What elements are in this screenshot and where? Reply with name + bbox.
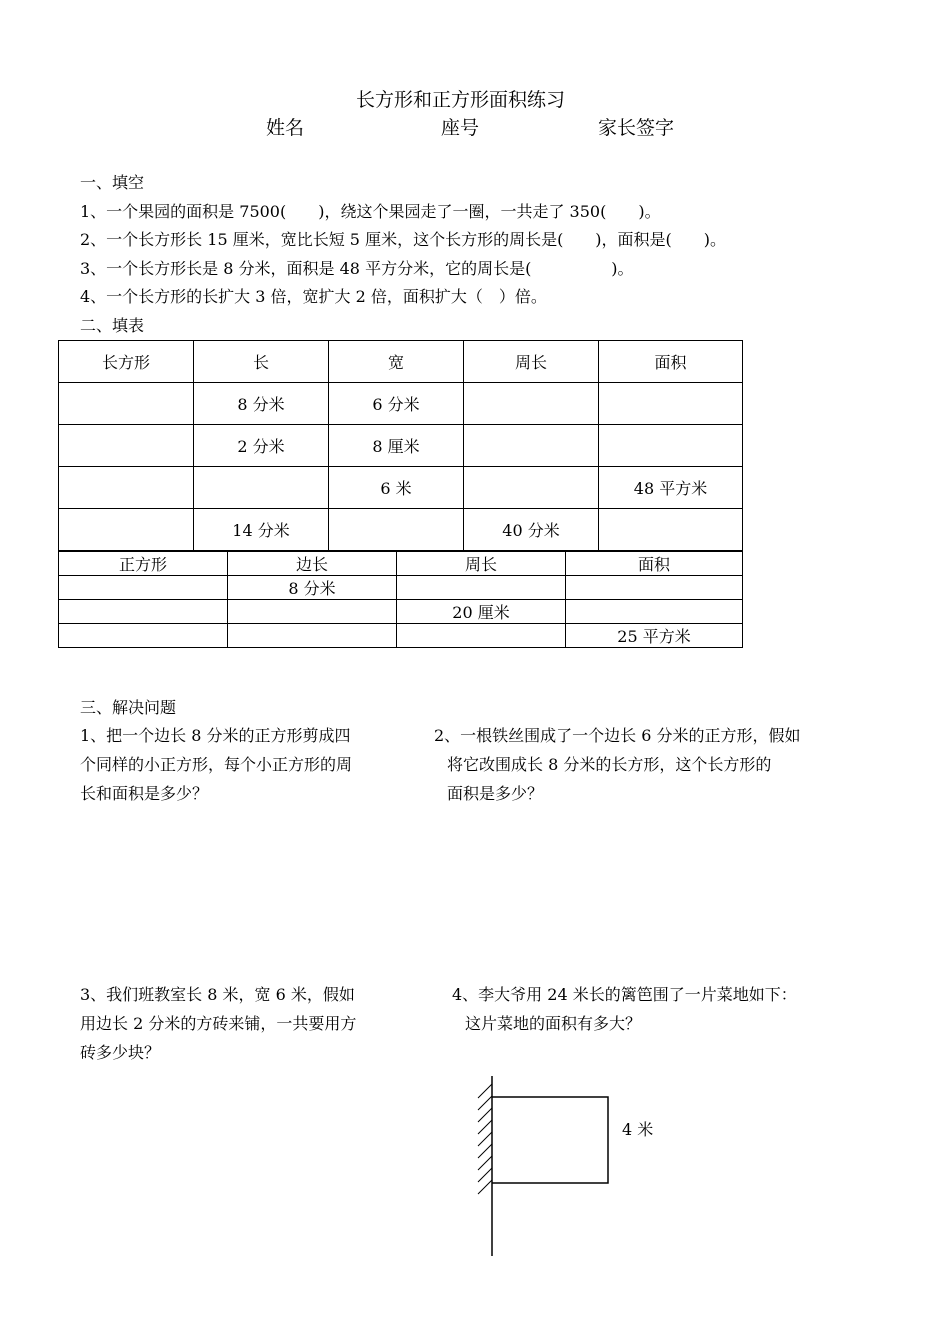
table-row	[59, 425, 743, 467]
problem-2-line-2: 将它改围成长 8 分米的长方形，这个长方形的	[447, 755, 772, 774]
table-header: 面积	[599, 341, 743, 383]
section2-heading: 二、填表	[80, 316, 145, 335]
table-row	[59, 467, 743, 509]
table-cell[interactable]	[59, 624, 228, 648]
table-cell[interactable]	[464, 467, 599, 509]
table-cell[interactable]	[329, 509, 464, 551]
fill-item-2: 2、一个长方形长 15 厘米，宽比长短 5 厘米，这个长方形的周长是( )，面积是( )。	[80, 230, 727, 249]
table-cell[interactable]: 20 厘米	[397, 600, 566, 624]
fill-item-1: 1、一个果园的面积是 7500( )，绕这个果园走了一圈，一共走了 350( )。	[80, 202, 661, 221]
table-cell[interactable]	[59, 467, 194, 509]
table-cell[interactable]: 14 分米	[194, 509, 329, 551]
table-header-row	[59, 552, 743, 576]
table-cell[interactable]	[59, 509, 194, 551]
garden-figure	[460, 1070, 700, 1270]
section1-heading: 一、填空	[80, 173, 145, 192]
table-cell[interactable]	[228, 600, 397, 624]
table-cell[interactable]: 40 分米	[464, 509, 599, 551]
problem-3-line-3: 砖多少块？	[80, 1043, 161, 1062]
problem-1-line-3: 长和面积是多少？	[80, 784, 209, 803]
table-cell[interactable]: 8 分米	[228, 576, 397, 600]
table-cell[interactable]	[566, 600, 743, 624]
table-cell[interactable]	[599, 425, 743, 467]
fill-item-4: 4、一个长方形的长扩大 3 倍，宽扩大 2 倍，面积扩大（ ）倍。	[80, 287, 547, 306]
wall-hatching	[478, 1084, 492, 1194]
table-row	[59, 600, 743, 624]
table-cell[interactable]	[194, 467, 329, 509]
table-cell[interactable]	[228, 624, 397, 648]
table-cell[interactable]	[566, 576, 743, 600]
table-row	[59, 624, 743, 648]
seat-label: 座号	[441, 117, 480, 139]
table-cell[interactable]: 6 米	[329, 467, 464, 509]
table-cell[interactable]	[599, 509, 743, 551]
parent-signature-label: 家长签字	[598, 117, 675, 139]
table-cell[interactable]	[59, 576, 228, 600]
table-cell[interactable]: 6 分米	[329, 383, 464, 425]
table-cell[interactable]	[464, 425, 599, 467]
problem-3-line-1: 3、我们班教室长 8 米，宽 6 米，假如	[80, 985, 355, 1004]
table-cell[interactable]	[397, 576, 566, 600]
table-header: 正方形	[59, 552, 228, 576]
table-cell[interactable]: 8 厘米	[329, 425, 464, 467]
table-header: 长方形	[59, 341, 194, 383]
table-header: 宽	[329, 341, 464, 383]
table-cell[interactable]	[59, 425, 194, 467]
table-cell[interactable]	[59, 600, 228, 624]
table-header: 边长	[228, 552, 397, 576]
problem-1-line-1: 1、把一个边长 8 分米的正方形剪成四	[80, 726, 351, 745]
table-header: 面积	[566, 552, 743, 576]
square-table	[58, 551, 743, 648]
table-cell[interactable]: 25 平方米	[566, 624, 743, 648]
problem-3-line-2: 用边长 2 分米的方砖来铺，一共要用方	[80, 1014, 357, 1033]
table-cell[interactable]: 8 分米	[194, 383, 329, 425]
problem-2-line-1: 2、一根铁丝围成了一个边长 6 分米的正方形，假如	[434, 726, 801, 745]
section3-heading: 三、解决问题	[80, 698, 177, 717]
plot-width-label: 4 米	[622, 1120, 654, 1139]
table-header: 周长	[464, 341, 599, 383]
table-row	[59, 576, 743, 600]
problem-1-line-2: 个同样的小正方形，每个小正方形的周	[80, 755, 353, 774]
table-cell[interactable]	[59, 383, 194, 425]
problem-4-line-1: 4、李大爷用 24 米长的篱笆围了一片菜地如下：	[452, 985, 797, 1004]
table-cell[interactable]: 48 平方米	[599, 467, 743, 509]
table-cell[interactable]	[599, 383, 743, 425]
table-header: 周长	[397, 552, 566, 576]
table-row	[59, 383, 743, 425]
table-header-row	[59, 341, 743, 383]
table-header: 长	[194, 341, 329, 383]
vegetable-plot	[492, 1097, 608, 1183]
page-title: 长方形和正方形面积练习	[356, 89, 566, 111]
table-cell[interactable]	[397, 624, 566, 648]
name-label: 姓名	[266, 117, 305, 139]
table-row	[59, 509, 743, 551]
problem-2-line-3: 面积是多少？	[447, 784, 544, 803]
problem-4-line-2: 这片菜地的面积有多大？	[465, 1014, 642, 1033]
table-cell[interactable]: 2 分米	[194, 425, 329, 467]
rectangle-table	[58, 340, 743, 551]
table-cell[interactable]	[464, 383, 599, 425]
fill-item-3: 3、一个长方形长是 8 分米，面积是 48 平方分米，它的周长是( )。	[80, 259, 634, 278]
